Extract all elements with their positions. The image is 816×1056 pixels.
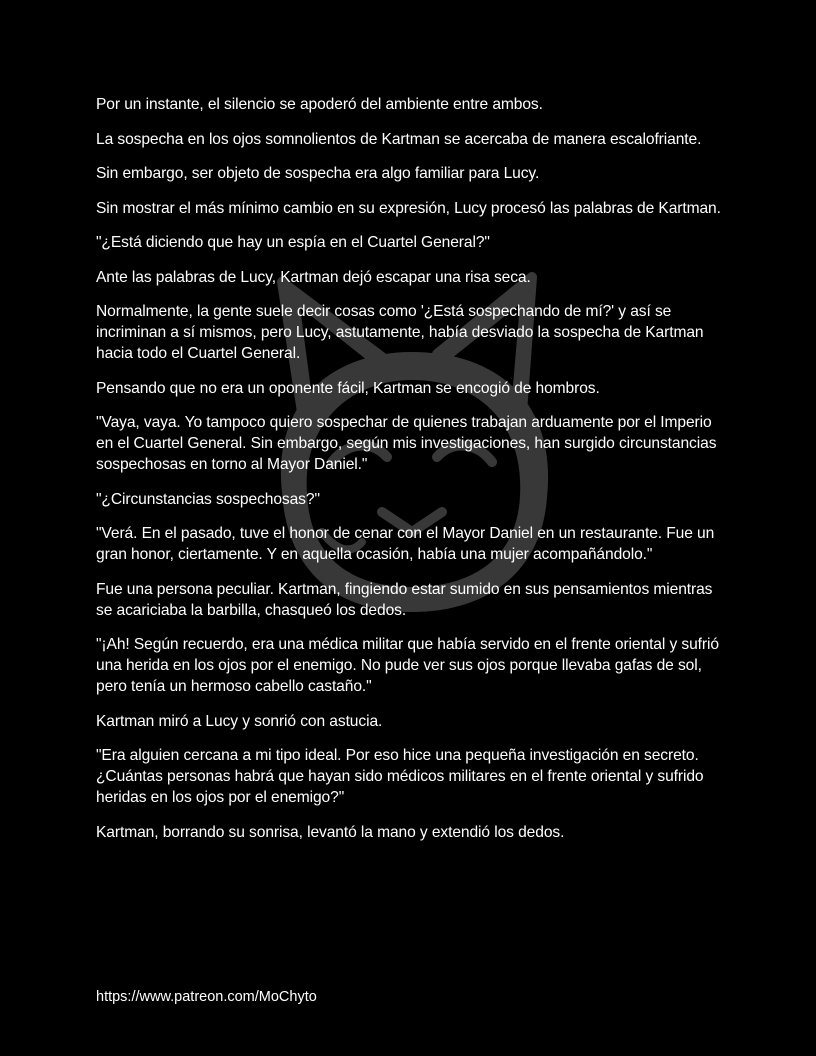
- paragraph: Fue una persona peculiar. Kartman, fingiendo estar sumido en sus pensamientos mientras se acariciaba la barbilla, chasqueó los dedos.: [96, 580, 713, 619]
- paragraph: La sospecha en los ojos somnolientos de Kartman se acercaba de manera escalofriante.: [96, 130, 702, 148]
- paragraph: "¿Está diciendo que hay un espía en el Cuartel General?": [96, 234, 490, 251]
- paragraph: Ante las palabras de Lucy, Kartman dejó escapar una risa seca.: [96, 268, 531, 286]
- paragraph: "¡Ah! Según recuerdo, era una médica militar que había servido en el frente oriental y sufrió una herida en los ojos por el enemigo. No pude ver sus ojos porque llevaba gafas de sol, pero tenía un hermoso cabello castaño.": [96, 636, 719, 695]
- paragraph: Normalmente, la gente suele decir cosas como '¿Está sospechando de mí?' y así se incriminan a sí mismos, pero Lucy, astutamente, había desviado la sospecha de Kartman hacia todo el Cuartel General.: [96, 303, 704, 362]
- footer-link[interactable]: https://www.patreon.com/MoChyto: [96, 989, 317, 1005]
- paragraph: "¿Circunstancias sospechosas?": [96, 490, 320, 508]
- paragraph: Por un instante, el silencio se apoderó del ambiente entre ambos.: [96, 96, 543, 113]
- paragraph: Pensando que no era un oponente fácil, Kartman se encogió de hombros.: [96, 379, 600, 397]
- paragraph: Kartman, borrando su sonrisa, levantó la mano y extendió los dedos.: [96, 823, 565, 841]
- paragraph: "Verá. En el pasado, tuve el honor de cenar con el Mayor Daniel en un restaurante. Fue un gran honor, ciertamente. Y en aquella ocasión, había una mujer acompañándolo.": [96, 525, 715, 563]
- paragraph: "Vaya, vaya. Yo tampoco quiero sospechar de quienes trabajan arduamente por el Imperio en el Cuartel General. Sin embargo, según mis investigaciones, han surgido circunstancias sospechosas en torno al Mayor Daniel.": [96, 414, 717, 473]
- document-body: [96, 94, 722, 856]
- paragraph: Kartman miró a Lucy y sonrió con astucia.: [96, 712, 383, 730]
- paragraph: Sin embargo, ser objeto de sospecha era algo familiar para Lucy.: [96, 165, 540, 182]
- paragraph: Sin mostrar el más mínimo cambio en su expresión, Lucy procesó las palabras de Kartman.: [96, 199, 721, 217]
- paragraph: "Era alguien cercana a mi tipo ideal. Por eso hice una pequeña investigación en secreto. ¿Cuántas personas habrá que hayan sido médicos militares en el frente oriental y sufrido heridas en los ojos por el enemigo?": [96, 747, 704, 806]
